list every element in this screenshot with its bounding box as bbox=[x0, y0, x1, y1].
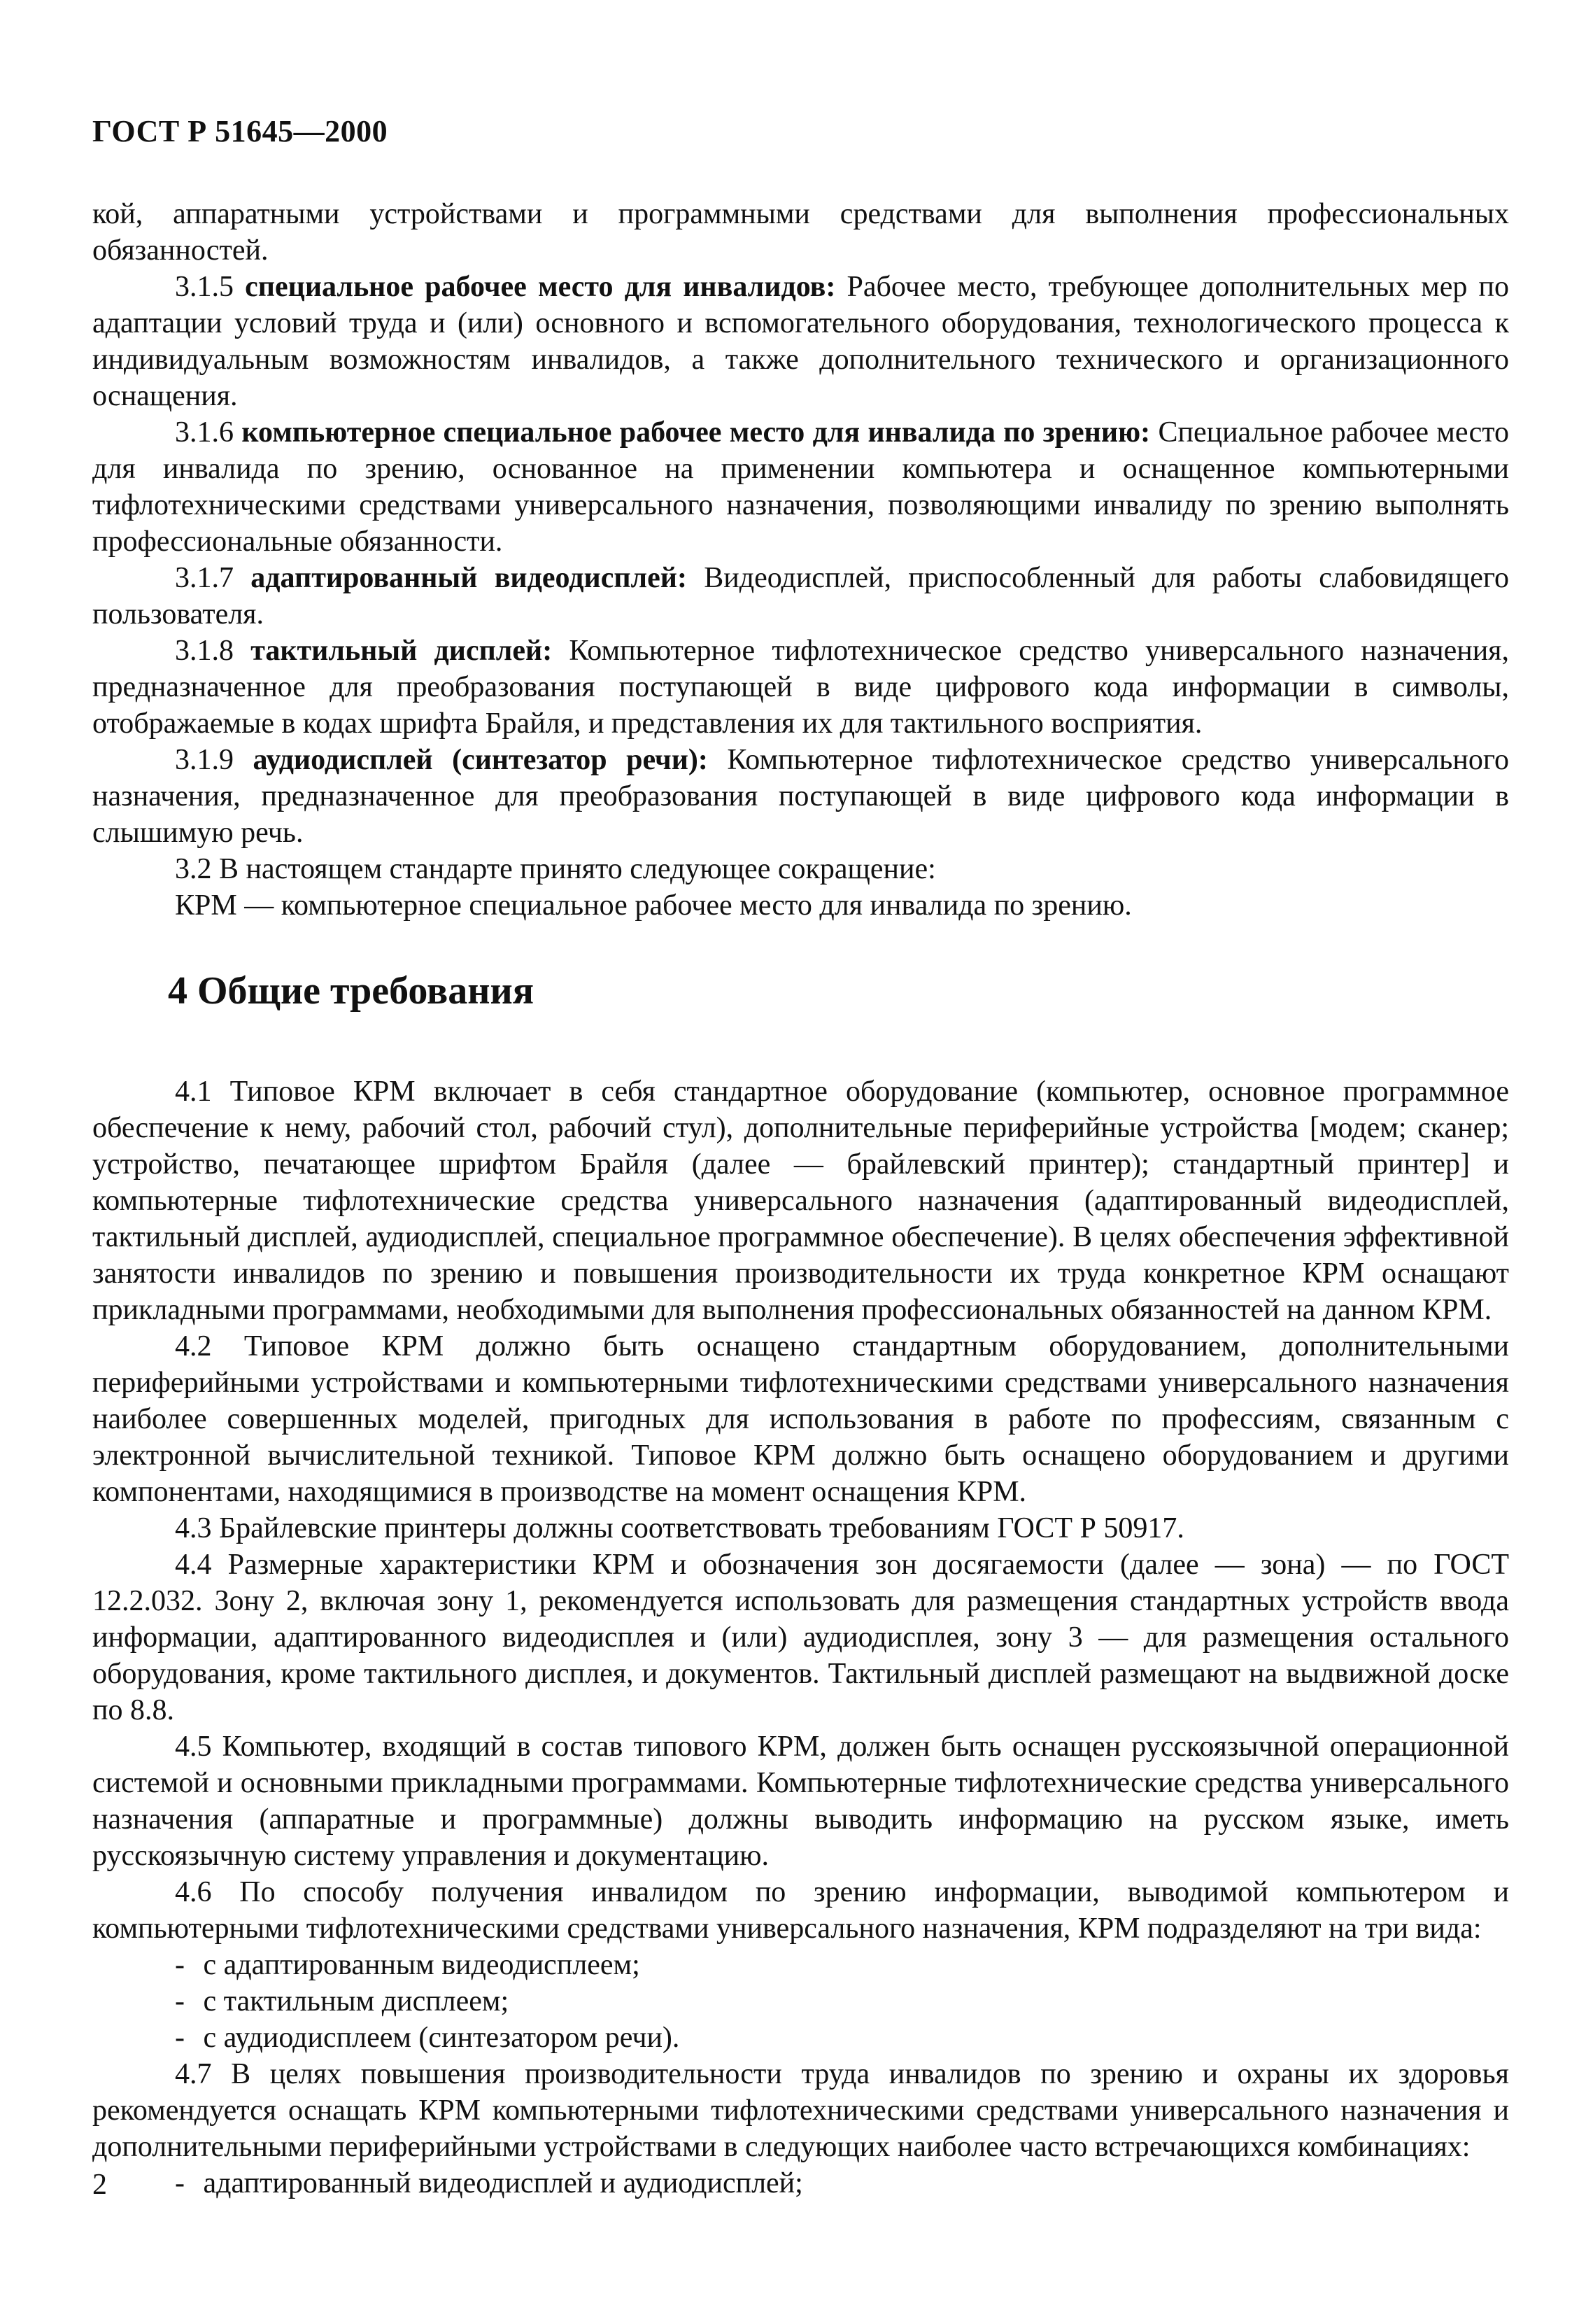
definition-text: Компьютерное тифлотехническое средство универсального назначения, предназначенное для преобразования поступающей в виде цифрового кода информации в слышимую речь. bbox=[92, 744, 1509, 849]
clause-number: 3.1.7 bbox=[175, 562, 234, 594]
list-item: - с адаптированным видеодисплеем; bbox=[92, 1947, 1509, 1983]
list-dash: - bbox=[175, 2022, 185, 2054]
list-dash: - bbox=[175, 1949, 185, 1981]
definition-text: Компьютерное тифлотехническое средство универсального назначения, предназначенное для преобразования поступающей в виде цифрового кода информации в символы, отображаемые в кодах шрифта Брайля, и представления их для тактильного восприятия. bbox=[92, 635, 1509, 740]
document-body bbox=[92, 196, 1509, 2202]
clause-number: 3.1.9 bbox=[175, 744, 234, 776]
paragraph-4-4: 4.4 Размерные характеристики КРМ и обозначения зон досягаемости (далее — зона) — по ГОСТ 12.2.032. Зону 2, включая зону 1, рекомендуется использовать для размещения стандартных устройств ввода информации, адаптированного видеодисплея и (или) аудиодисплея, зону 3 — для размещения остального оборудования, кроме тактильного дисплея, и документов. Тактильный дисплей размещают на выдвижной доске по 8.8. bbox=[92, 1549, 1509, 1726]
section-heading: 4 Общие требования bbox=[168, 969, 534, 1013]
definition-3-1-8 bbox=[92, 633, 1509, 742]
paragraph-4-6: 4.6 По способу получения инвалидом по зрению информации, выводимой компьютером и компьютерными тифлотехническими средствами универсального назначения, КРМ подразделяют на три вида: bbox=[92, 1876, 1509, 1945]
paragraph-continuation: кой, аппаратными устройствами и программными средствами для выполнения профессиональных обязанностей. bbox=[92, 198, 1509, 267]
paragraph-4-3: 4.3 Брайлевские принтеры должны соответствовать требованиям ГОСТ Р 50917. bbox=[175, 1512, 1184, 1544]
list-item: - с аудиодисплеем (синтезатором речи). bbox=[92, 2020, 1509, 2056]
defined-term: аудиодисплей (синтезатор речи): bbox=[253, 744, 708, 776]
list-dash: - bbox=[175, 2167, 185, 2199]
definition-text: Специальное рабочее место для инвалида по зрению, основанное на применении компьютера и оснащенное компьютерными тифлотехническими средствами универсального назначения, позволяющими инвалиду по зрению выполнять профессиональные обязанности. bbox=[92, 416, 1510, 558]
list-dash: - bbox=[175, 1985, 185, 2017]
definition-text: Видеодисплей, приспособленный для работы слабовидящего пользователя. bbox=[92, 562, 1510, 631]
defined-term: специальное рабочее место для инвалидов: bbox=[245, 271, 836, 303]
definition-3-1-7 bbox=[92, 560, 1509, 633]
definition-3-1-6 bbox=[92, 414, 1509, 560]
paragraph-4-5: 4.5 Компьютер, входящий в состав типового КРМ, должен быть оснащен русскоязычной операционной системой и основными прикладными программами. Компьютерные тифлотехнические средства универсального назначения (аппаратные и программные) должны выводить информацию на русском языке, иметь русскоязычную систему управления и документацию. bbox=[92, 1731, 1509, 1872]
page-number: 2 bbox=[92, 2169, 107, 2201]
list-item: - адаптированный видеодисплей и аудиодисплей; bbox=[92, 2165, 1509, 2202]
defined-term: компьютерное специальное рабочее место для инвалида по зрению: bbox=[241, 416, 1151, 449]
paragraph-4-2: 4.2 Типовое КРМ должно быть оснащено стандартным оборудованием, дополнительными периферийными устройствами и компьютерными тифлотехническими средствами универсального назначения наиболее совершенных моделей, пригодных для использования в работе по профессиям, связанным с электронной вычислительной техникой. Типовое КРМ должно быть оснащено оборудованием и другими компонентами, находящимися в производстве на момент оснащения КРМ. bbox=[92, 1330, 1509, 1508]
document-header: ГОСТ Р 51645—2000 bbox=[92, 114, 388, 148]
paragraph-4-1: 4.1 Типовое КРМ включает в себя стандартное оборудование (компьютер, основное программное обеспечение к нему, рабочий стол, рабочий стул), дополнительные периферийные устройства [модем; сканер; устройство, печатающее шрифтом Брайля (далее — брайлевский принтер); стандартный принтер] и компьютерные тифлотехнические средства универсального назначения (адаптированный видеодисплей, тактильный дисплей, аудиодисплей, специальное программное обеспечение). В целях обеспечения эффективной занятости инвалидов по зрению и повышения производительности их труда конкретное КРМ оснащают прикладными программами, необходимыми для выполнения профессиональных обязанностей на данном КРМ. bbox=[92, 1076, 1509, 1326]
defined-term: тактильный дисплей: bbox=[250, 635, 553, 667]
definition-text: Рабочее место, требующее дополнительных мер по адаптации условий труда и (или) основного и вспомогательного оборудования, технологического процесса к индивидуальным возможностям инвалидов, а также дополнительного технического и организационного оснащения. bbox=[92, 271, 1510, 412]
paragraph-4-7: 4.7 В целях повышения производительности труда инвалидов по зрению и охраны их здоровья рекомендуется оснащать КРМ компьютерными тифлотехническими средствами универсального назначения и дополнительными периферийными устройствами в следующих наиболее часто встречающихся комбинациях: bbox=[92, 2058, 1509, 2163]
abbreviation-line: КРМ — компьютерное специальное рабочее место для инвалида по зрению. bbox=[175, 889, 1132, 922]
list-item: - с тактильным дисплеем; bbox=[92, 1983, 1509, 2020]
clause-number: 3.1.8 bbox=[175, 635, 234, 667]
defined-term: адаптированный видеодисплей: bbox=[250, 562, 687, 594]
clause-number: 3.1.5 bbox=[175, 271, 234, 303]
clause-number: 3.1.6 bbox=[175, 416, 234, 449]
paragraph-3-2: 3.2 В настоящем стандарте принято следующее сокращение: bbox=[175, 853, 936, 885]
definition-3-1-9 bbox=[92, 742, 1509, 851]
definition-3-1-5 bbox=[92, 269, 1509, 414]
